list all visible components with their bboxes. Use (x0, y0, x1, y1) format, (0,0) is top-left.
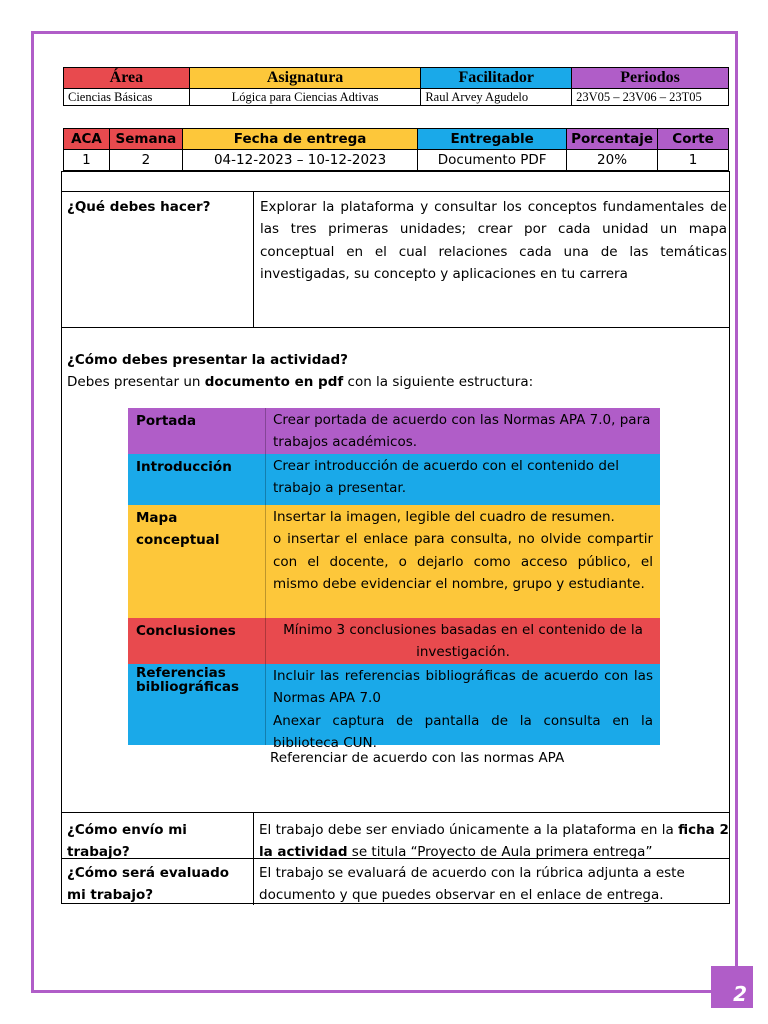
evaluacion-label: ¿Cómo será evaluado mi trabajo? (67, 865, 230, 904)
envio-text: El trabajo debe ser enviado únicamente a la plataforma en la ficha 2 la actividad se titula “Proyecto de Aula primera entrega” (259, 822, 729, 861)
header-aca: ACA (64, 129, 110, 150)
structure-label: Portada (136, 413, 197, 429)
referencias-note: Referenciar de acuerdo con las normas APA (270, 750, 565, 766)
structure-row-conclusiones (128, 618, 660, 664)
divider (62, 812, 729, 813)
structure-label: Introducción (136, 459, 232, 475)
header-entregable: Entregable (418, 129, 567, 150)
value-entregable: Documento PDF (418, 150, 567, 171)
header-corte: Corte (658, 129, 729, 150)
value-semana: 2 (109, 150, 182, 171)
course-info-table (63, 67, 729, 106)
header-area: Área (64, 68, 190, 89)
value-facilitador: Raul Arvey Agudelo (421, 89, 572, 106)
structure-description (265, 505, 660, 618)
evaluacion-text: El trabajo se evaluará de acuerdo con la rúbrica adjunta a este documento y que puedes observar en el enlace de entrega. (259, 865, 685, 904)
structure-row-mapa-conceptual (128, 505, 660, 618)
structure-label: Referencias bibliográficas (136, 665, 240, 695)
description-line: Incluir las referencias bibliográficas de acuerdo con las Normas APA 7.0 (273, 668, 653, 707)
que-debes-hacer-label: ¿Qué debes hacer? (67, 199, 211, 215)
structure-label: Mapa conceptual (136, 510, 220, 548)
structure-row-referencias (128, 664, 660, 752)
que-debes-hacer-text: Explorar la plataforma y consultar los conceptos fundamentales de las tres primeras unidades; crear por cada unidad un mapa conceptual en el cual relaciones cada una de las temáticas investigadas, su concepto y aplicaciones en tu carrera (260, 199, 727, 283)
structure-description: Crear portada de acuerdo con las Normas APA 7.0, para trabajos académicos. (265, 408, 660, 454)
header-semana: Semana (109, 129, 182, 150)
column-divider (253, 812, 254, 905)
header-facilitador: Facilitador (421, 68, 572, 89)
header-fecha-entrega: Fecha de entrega (182, 129, 417, 150)
value-fecha-entrega: 04-12-2023 – 10-12-2023 (182, 150, 417, 171)
page-number: 2 (733, 982, 747, 1006)
description-line: Insertar la imagen, legible del cuadro de resumen. (273, 509, 615, 525)
column-divider (253, 191, 254, 327)
presentacion-heading: ¿Cómo debes presentar la actividad? (67, 352, 348, 368)
header-periodos: Periodos (572, 68, 729, 89)
value-area: Ciencias Básicas (64, 89, 190, 106)
value-asignatura: Lógica para Ciencias Adtivas (189, 89, 421, 106)
structure-label: Conclusiones (136, 623, 236, 639)
structure-row-portada (128, 408, 660, 454)
envio-label: ¿Cómo envío mi trabajo? (67, 822, 187, 861)
structure-row-introduccion (128, 454, 660, 505)
value-aca: 1 (64, 150, 110, 171)
structure-description: Mínimo 3 conclusiones basadas en el contenido de la investigación. (265, 618, 660, 664)
page-number-badge (711, 966, 753, 1008)
description-line: Anexar captura de pantalla de la consulta en la biblioteca CUN. (273, 712, 653, 752)
divider (62, 191, 729, 192)
presentacion-intro: Debes presentar un documento en pdf con la siguiente estructura: (67, 374, 534, 390)
header-asignatura: Asignatura (189, 68, 421, 89)
divider (62, 327, 729, 328)
value-periodos: 23V05 – 23V06 – 23T05 (572, 89, 729, 106)
value-porcentaje: 20% (567, 150, 658, 171)
header-porcentaje: Porcentaje (567, 129, 658, 150)
description-line: o insertar el enlace para consulta, no olvide compartir con el docente, o dejarlo como acceso público, el mismo debe evidenciar el nombre, grupo y estudiante. (273, 531, 653, 593)
structure-description (265, 664, 660, 752)
delivery-info-table (63, 128, 729, 171)
value-corte: 1 (658, 150, 729, 171)
structure-description: Crear introducción de acuerdo con el contenido del trabajo a presentar. (265, 454, 660, 505)
